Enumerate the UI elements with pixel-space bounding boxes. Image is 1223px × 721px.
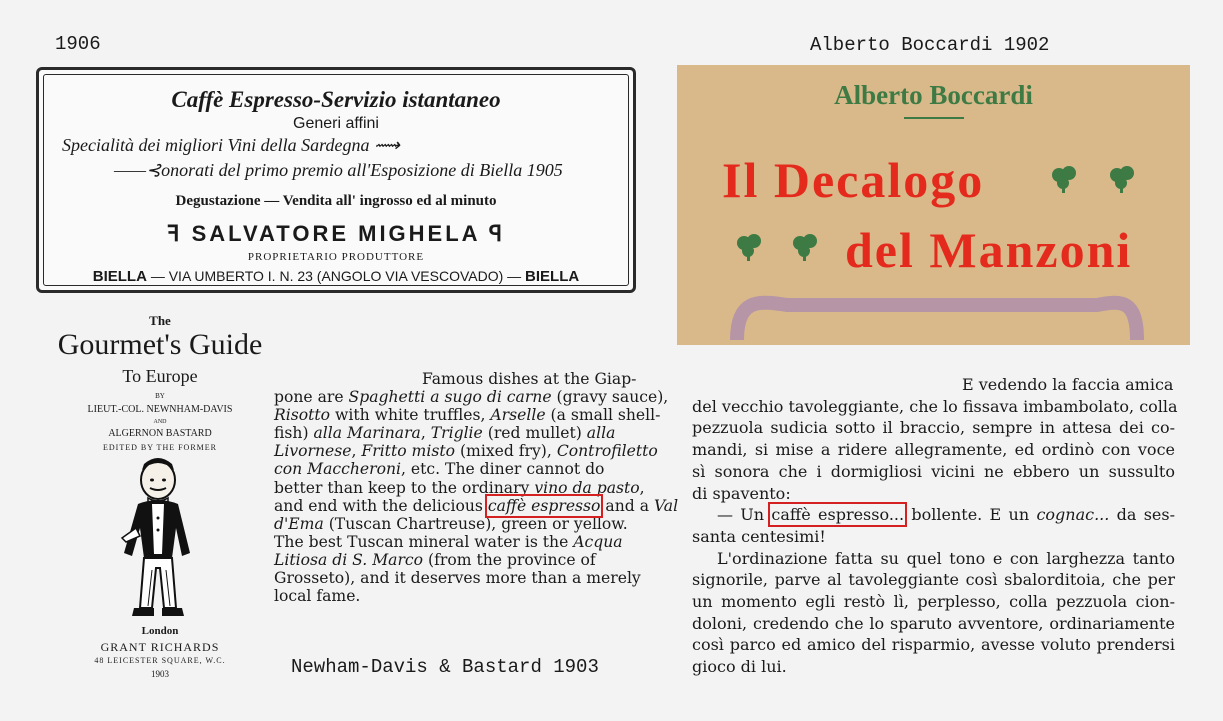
italic-span: Litiosa di S. Marco	[274, 550, 424, 569]
flourish-icon: ⟿	[373, 135, 400, 155]
text-span: The best Tuscan mineral water is the	[274, 532, 574, 551]
text-line	[274, 424, 634, 442]
espresso-advertisement	[36, 67, 636, 293]
ad-prize	[114, 160, 698, 181]
italic-span: Controfiletto	[556, 442, 658, 461]
text-span: ,	[420, 424, 431, 443]
ad-address: — VIA UMBERTO I. N. 23 (ANGOLO VIA VESCOVADO) —	[150, 268, 522, 284]
italic-span: Triglie	[430, 424, 483, 443]
cover-ornament-curve	[677, 280, 1190, 345]
text-line: doloni, credendo che lo sparuto avventore, ordinariamente	[692, 613, 1175, 633]
ad-city-left: BIELLA	[92, 268, 147, 285]
flourish-icon: ——⊰	[114, 160, 162, 180]
text-line: di spavento:	[692, 483, 791, 503]
guide-title: Gourmet's Guide	[57, 328, 263, 361]
text-line	[274, 551, 634, 569]
text-line	[274, 406, 661, 425]
text-span: ,	[351, 442, 362, 461]
italic-span: Livornese	[274, 442, 352, 461]
ad-proprietario: PROPRIETARIO PRODUTTORE	[247, 251, 425, 263]
text-span: — Un	[717, 505, 772, 525]
ad-specialita-text: Specialità dei migliori Vini della Sardegna	[62, 135, 370, 155]
text-line	[274, 478, 645, 497]
text-line: Grosseto), and it deserves more than a merely	[274, 569, 641, 588]
ad-title: Caffè Espresso-Servizio istantaneo	[171, 87, 501, 112]
ornament-icon: ꟻ	[166, 221, 192, 246]
ivy-leaf-icon	[732, 231, 822, 263]
text-span: bollente. E un	[904, 505, 1037, 525]
text-line: un momento egli restò lì, perplesso, colla pezzuola cion-	[692, 592, 1175, 612]
cover-title-line1: Il Decalogo	[722, 152, 985, 208]
ad-specialita	[62, 135, 646, 156]
guide-by: BY	[155, 392, 165, 400]
cover-author: Alberto Boccardi	[834, 80, 1033, 110]
ad-degustazione: Degustazione — Vendita all' ingrosso ed al minuto	[175, 193, 497, 209]
ad-generi: Generi affini	[293, 115, 379, 132]
ad-prize-text: onorati del primo premio all'Esposizione di Biella 1905	[161, 160, 563, 180]
text-line: mandi, si mise a ridere allegramente, ed ordinò con voce	[692, 440, 1175, 460]
guide-and: AND	[153, 419, 167, 425]
text-line	[274, 533, 634, 551]
text-span: (Tuscan Chartreuse), green or yellow.	[323, 514, 628, 533]
text-span: and end with the delicious	[274, 496, 488, 515]
text-line: pezzuola sudicia sotto il braccio, sempre in attesa dei co-	[692, 418, 1175, 438]
text-span: fish)	[274, 424, 314, 443]
text-line: local fame.	[274, 587, 361, 606]
ad-address-line	[44, 268, 628, 285]
italic-span: vino da pasto	[534, 478, 640, 497]
text-span: (gravy sauce),	[551, 388, 669, 407]
boccardi-caption: Alberto Boccardi 1902	[810, 34, 1050, 56]
text-line: così parco ed amico del risparmio, avesse voluto prendersi	[692, 635, 1175, 655]
text-line: gioco di lui.	[692, 657, 787, 677]
italic-span: Risotto	[274, 406, 331, 425]
italic-span: Val	[653, 496, 679, 515]
text-line: E vedendo la faccia amica	[962, 375, 1174, 394]
italic-span: Arselle	[490, 406, 546, 425]
text-span: da ses-	[1109, 505, 1176, 525]
ad-city-right: BIELLA	[525, 268, 580, 285]
text-span: (mixed fry),	[455, 442, 557, 461]
cover-title-line2: del Manzoni	[845, 222, 1133, 278]
guide-year: 1903	[151, 669, 169, 679]
guide-publisher: GRANT RICHARDS	[100, 640, 220, 654]
highlighted-caffe-espresso: caffè espresso	[487, 496, 601, 515]
guide-author1: LIEUT.-COL. NEWNHAM-DAVIS	[87, 404, 233, 415]
italic-span: Spaghetti a sugo di carne	[348, 388, 552, 407]
text-line: del vecchio tavoleggiante, che lo fissava imbambolato, colla	[692, 396, 1178, 416]
text-line: santa centesimi!	[692, 526, 826, 546]
text-line	[274, 515, 634, 533]
text-line	[274, 442, 658, 461]
text-line	[692, 504, 1175, 526]
text-span: (a small shell-	[545, 406, 661, 425]
ad-inner-border	[43, 74, 629, 286]
italic-span: Acqua	[573, 532, 623, 551]
ornament-icon: ꟼ	[479, 221, 506, 246]
ad-proprietor-name	[44, 221, 628, 247]
year-caption: 1906	[55, 33, 101, 55]
boccardi-paragraph	[692, 374, 1178, 678]
text-line: sì sonora che i dormigliosi vicini ne ebbero un sussulto	[692, 461, 1175, 481]
guide-subtitle: To Europe	[122, 366, 198, 386]
guide-author2: ALGERNON BASTARD	[108, 428, 212, 439]
text-span: (red mullet)	[482, 424, 587, 443]
guide-london: London	[141, 625, 179, 637]
highlighted-caffe-espresso: caffè espresso...	[771, 505, 905, 525]
text-line: signorile, parve al tavoleggiante così sbalorditoia, che per	[692, 570, 1175, 590]
guide-publisher-address: 48 LEICESTER SQUARE, W.C.	[94, 656, 226, 665]
italic-span: cognac...	[1036, 505, 1110, 525]
ad-name-text: SALVATORE MIGHELA	[191, 221, 480, 246]
newnham-caption: Newham-Davis & Bastard 1903	[291, 656, 599, 678]
text-span: with white truffles,	[330, 406, 491, 425]
italic-span: alla	[586, 424, 616, 443]
italic-span: con Maccheroni	[274, 460, 401, 479]
italic-span: d'Ema	[274, 514, 324, 533]
guide-edited: EDITED BY THE FORMER	[103, 443, 217, 452]
text-span: pone are	[274, 388, 349, 407]
italic-span: alla Marinara	[313, 424, 421, 443]
waiter-illustration	[112, 458, 202, 628]
ivy-leaf-icon	[1047, 163, 1137, 195]
text-span: (from the province of	[423, 550, 596, 569]
text-line: Famous dishes at the Giap-	[422, 370, 637, 388]
text-line	[274, 460, 634, 478]
text-span: ,	[639, 478, 645, 497]
text-line	[274, 496, 679, 515]
guide-paragraph	[274, 370, 679, 606]
book-cover	[677, 65, 1190, 345]
text-span: and a	[600, 496, 654, 515]
cover-rule	[904, 117, 964, 119]
text-span: better than keep to the ordinary	[274, 478, 535, 497]
text-line: L'ordinazione fatta su quel tono e con larghezza tanto	[717, 548, 1175, 568]
text-span: , etc. The diner cannot do	[401, 460, 605, 479]
guide-the: The	[149, 313, 171, 328]
italic-span: Fritto misto	[361, 442, 455, 461]
text-line	[274, 388, 669, 407]
